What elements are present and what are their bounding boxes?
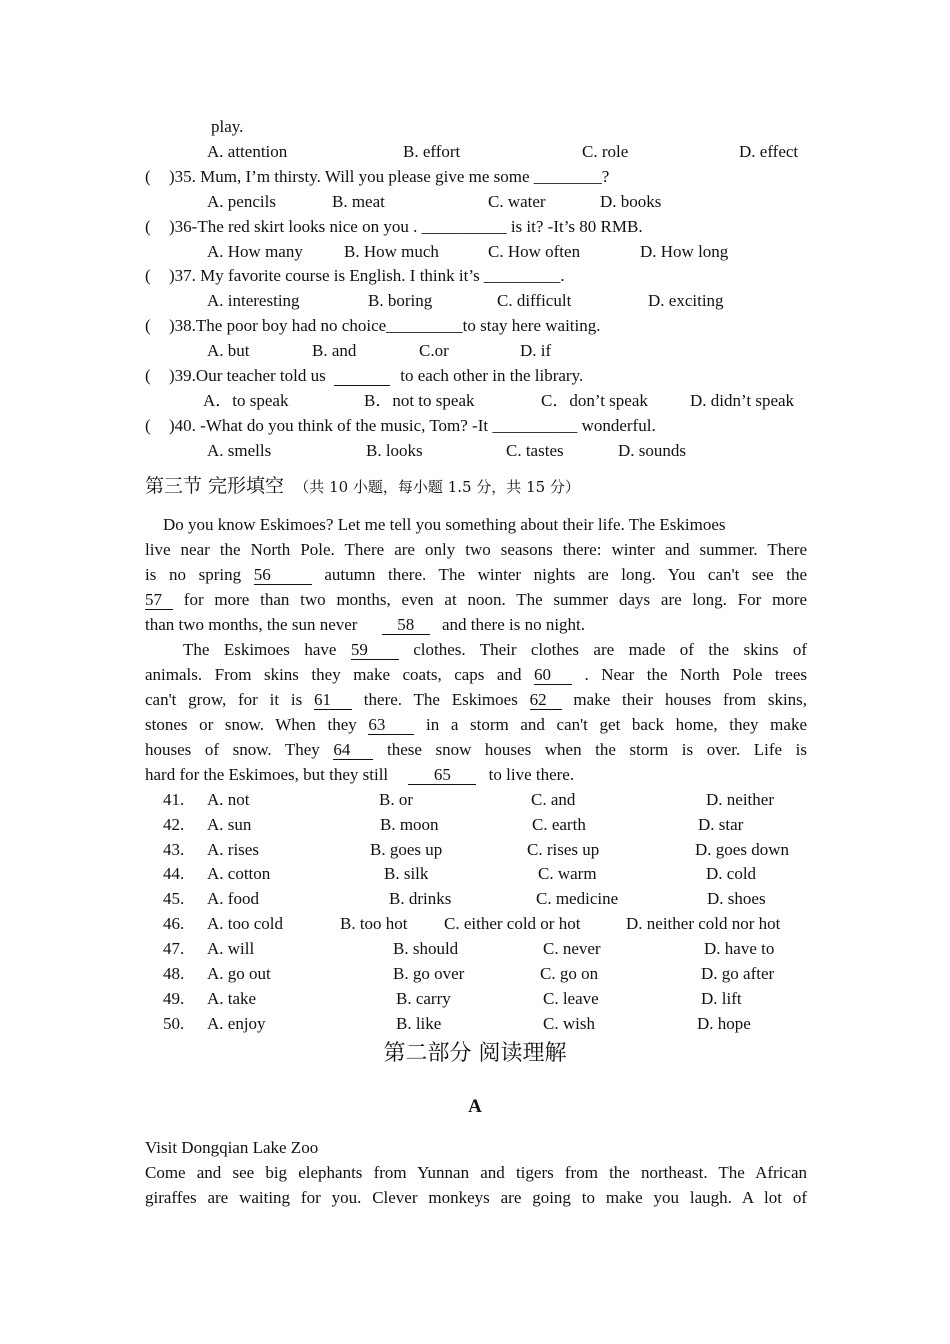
option-number: 48. [163, 964, 185, 983]
q36-paren: ( [145, 217, 151, 236]
option-d: D. have to [704, 939, 775, 958]
passage-text: than two months, the sun never [145, 615, 358, 634]
option-row [0, 913, 950, 935]
q35-paren: ( [145, 167, 151, 186]
q34-stem-tail: play. [211, 117, 244, 136]
option-c: C. never [543, 939, 601, 958]
option-d: D. star [698, 815, 744, 834]
passage-text: there. The Eskimoes [363, 690, 518, 709]
passage-text: to live there. [488, 765, 575, 784]
passage-line [183, 639, 807, 661]
q39-option-b: B．not to speak [364, 391, 475, 410]
q40-option-b: B. looks [366, 441, 423, 460]
passage-text: The Eskimoes have [183, 640, 337, 659]
passage-text: and there is no night. [441, 615, 586, 634]
passage-text: clothes. Their clothes are made of the skins of [413, 640, 807, 659]
q38-option-d: D. if [520, 341, 552, 360]
option-b: B. carry [396, 989, 451, 1008]
passage-text: houses of snow. They [145, 740, 320, 759]
q38-paren: ( [145, 316, 151, 335]
option-a: A. rises [207, 840, 259, 859]
q39-option-c: C．don’t speak [541, 391, 648, 410]
blank-64: 64 [333, 740, 373, 760]
option-number: 45. [163, 889, 185, 908]
q40-stem: )40. -What do you think of the music, Tom? -It __________ wonderful. [169, 416, 656, 435]
q36-option-a: A. How many [207, 242, 303, 261]
option-d: D. lift [701, 989, 742, 1008]
option-d: D. neither [706, 790, 774, 809]
q37-option-d: D. exciting [648, 291, 724, 310]
passage-line [145, 714, 807, 736]
option-row [0, 814, 950, 836]
option-b: B. goes up [370, 840, 443, 859]
option-b: B. or [379, 790, 413, 809]
option-b: B. too hot [340, 914, 408, 933]
option-row [0, 938, 950, 960]
passage-text: . Near the North Pole trees [584, 665, 808, 684]
option-a: A. go out [207, 964, 271, 983]
passage-line: Do you know Eskimoes? Let me tell you something about their life. The Eskimoes [163, 515, 726, 534]
passage-text: can't grow, for it is [145, 690, 303, 709]
passage-text: for more than two months, even at noon. The summer days are long. For more [183, 590, 808, 609]
blank-58: 58 [382, 615, 430, 635]
q38-stem: )38.The poor boy had no choice_________to stay here waiting. [169, 316, 601, 335]
option-number: 42. [163, 815, 185, 834]
q37-option-a: A. interesting [207, 291, 300, 310]
option-b: B. go over [393, 964, 465, 983]
section3-title: 第三节 完形填空 [145, 475, 285, 497]
option-a: A. will [207, 939, 255, 958]
option-a: A. enjoy [207, 1014, 266, 1033]
q35-option-d: D. books [600, 192, 662, 211]
option-d: D. hope [697, 1014, 751, 1033]
option-number: 41. [163, 790, 185, 809]
passage-line [145, 589, 807, 611]
passage-text: autumn there. The winter nights are long. You can't see the [324, 565, 808, 584]
q35-stem: )35. Mum, I’m thirsty. Will you please give me some ________? [169, 167, 610, 186]
option-c: C. earth [532, 815, 586, 834]
option-c: C. go on [540, 964, 599, 983]
option-number: 43. [163, 840, 185, 859]
passage-line [145, 614, 585, 636]
option-a: A. not [207, 790, 250, 809]
q39-paren: ( [145, 366, 151, 385]
q39-stem-before: )39.Our teacher told us [169, 366, 326, 385]
reading-title: Visit Dongqian Lake Zoo [145, 1138, 319, 1157]
option-c: C. warm [538, 864, 597, 883]
q37-stem: )37. My favorite course is English. I think it’s _________. [169, 266, 565, 285]
q38-option-c: C.or [419, 341, 449, 360]
q40-option-d: D. sounds [618, 441, 687, 460]
part2-title: 第二部分 阅读理解 [383, 1041, 567, 1066]
passage-line [145, 764, 574, 786]
section3-note: （共 10 小题，每小题 1.5 分，共 15 分） [294, 478, 580, 496]
passage-line: live near the North Pole. There are only two seasons there: winter and summer. There [145, 540, 807, 559]
option-b: B. drinks [389, 889, 452, 908]
q39-option-d: D. didn’t speak [690, 391, 795, 410]
option-b: B. should [393, 939, 459, 958]
reading-line: giraffes are waiting for you. Clever monkeys are going to make you laugh. A lot of [145, 1188, 807, 1207]
reading-line: Come and see big elephants from Yunnan and tigers from the northeast. The African [145, 1163, 807, 1182]
option-a: A. take [207, 989, 257, 1008]
option-c: C. leave [543, 989, 599, 1008]
part2-subtitle: A [468, 1096, 482, 1117]
blank-60: 60 [534, 665, 572, 685]
q37-option-b: B. boring [368, 291, 433, 310]
option-row [0, 988, 950, 1010]
option-number: 44. [163, 864, 185, 883]
option-a: A. too cold [207, 914, 284, 933]
q36-option-b: B. How much [344, 242, 439, 261]
q34-option-b: B. effort [403, 142, 461, 161]
q39-stem [169, 365, 583, 387]
passage-text: hard for the Eskimoes, but they still [145, 765, 389, 784]
option-d: D. neither cold nor hot [626, 914, 781, 933]
option-number: 50. [163, 1014, 185, 1033]
option-d: D. goes down [695, 840, 789, 859]
passage-text: make their houses from skins, [573, 690, 808, 709]
option-d: D. shoes [707, 889, 766, 908]
q34-option-a: A. attention [207, 142, 288, 161]
blank-61: 61 [314, 690, 352, 710]
blank-62: 62 [530, 690, 562, 710]
q36-option-c: C. How often [488, 242, 581, 261]
option-number: 47. [163, 939, 185, 958]
blank-63: 63 [368, 715, 414, 735]
passage-line [145, 564, 807, 586]
q34-option-c: C. role [582, 142, 629, 161]
blank-57: 57 [145, 590, 173, 610]
q36-stem: )36-The red skirt looks nice on you . __________ is it? -It’s 80 RMB. [169, 217, 643, 236]
option-d: D. go after [701, 964, 775, 983]
q35-option-b: B. meat [332, 192, 385, 211]
q35-option-a: A. pencils [207, 192, 276, 211]
q36-option-d: D. How long [640, 242, 729, 261]
option-a: A. sun [207, 815, 252, 834]
option-b: B. moon [380, 815, 439, 834]
q39-option-a: A．to speak [203, 391, 289, 410]
q38-option-a: A. but [207, 341, 250, 360]
option-c: C. rises up [527, 840, 600, 859]
option-b: B. like [396, 1014, 442, 1033]
passage-line [145, 664, 807, 686]
passage-text: stones or snow. When they [145, 715, 357, 734]
option-c: C. wish [543, 1014, 595, 1033]
q37-option-c: C. difficult [497, 291, 572, 310]
option-a: A. cotton [207, 864, 271, 883]
q35-option-c: C. water [488, 192, 546, 211]
passage-text: in a storm and can't get back home, they make [426, 715, 807, 734]
q40-paren: ( [145, 416, 151, 435]
passage-line [145, 739, 807, 761]
section3-heading [145, 475, 580, 498]
blank-65: 65 [408, 765, 476, 785]
passage-text: is no spring [145, 565, 242, 584]
q39-blank [334, 366, 390, 386]
option-c: C. and [531, 790, 576, 809]
option-row [0, 839, 950, 861]
option-number: 46. [163, 914, 185, 933]
q37-paren: ( [145, 266, 151, 285]
option-number: 49. [163, 989, 185, 1008]
option-a: A. food [207, 889, 259, 908]
passage-text: these snow houses when the storm is over. Life is [386, 740, 808, 759]
option-row [0, 789, 950, 811]
option-d: D. cold [706, 864, 757, 883]
q40-option-a: A. smells [207, 441, 272, 460]
option-row [0, 1013, 950, 1035]
option-b: B. silk [384, 864, 429, 883]
q39-stem-after: to each other in the library. [400, 366, 584, 385]
blank-56: 56 [254, 565, 312, 585]
option-row [0, 963, 950, 985]
option-c: C. either cold or hot [444, 914, 581, 933]
q38-option-b: B. and [312, 341, 357, 360]
option-c: C. medicine [536, 889, 619, 908]
passage-line [145, 689, 807, 711]
option-row [0, 863, 950, 885]
option-row [0, 888, 950, 910]
passage-text: animals. From skins they make coats, caps and [145, 665, 522, 684]
q34-option-d: D. effect [739, 142, 799, 161]
blank-59: 59 [351, 640, 399, 660]
q40-option-c: C. tastes [506, 441, 564, 460]
